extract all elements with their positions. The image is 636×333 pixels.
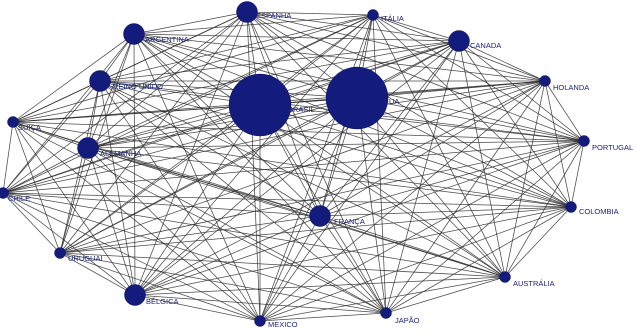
label-reino_unido: REINO UNIDO [113, 82, 164, 91]
edge-alemanha-colombia [88, 148, 571, 207]
label-argentina: ARGENTINA [145, 35, 189, 44]
edge-layer [3, 12, 584, 321]
edge-argentina-australia [134, 34, 505, 277]
label-colombia: COLOMBIA [579, 207, 619, 216]
label-franca: FRANÇA [334, 217, 365, 226]
edge-chile-franca [3, 193, 320, 216]
edge-canada-franca [320, 41, 459, 216]
node-portugal [579, 136, 590, 147]
edge-chile-belgica [3, 193, 135, 295]
edge-espanha-argentina [134, 12, 247, 34]
label-alemanha: ALEMANHA [100, 149, 142, 158]
edge-canada-uruguai [60, 41, 459, 253]
edge-holanda-alemanha [88, 81, 545, 148]
label-mexico: MEXICO [268, 320, 298, 329]
edge-alemanha-mexico [88, 148, 260, 321]
label-belgica: BÉLGICA [146, 297, 179, 306]
edge-portugal-franca [320, 141, 584, 216]
node-uruguai [55, 248, 66, 259]
label-uruguai: URUGUAI [68, 254, 103, 263]
label-chile: CHILE [8, 194, 31, 203]
edge-brasil-belgica [135, 105, 260, 295]
edge-reino_unido-suica [13, 81, 100, 122]
node-italia [368, 10, 379, 21]
node-reino_unido [90, 71, 111, 92]
node-brasil [229, 74, 291, 136]
edge-italia-japao [373, 15, 386, 313]
node-belgica [125, 285, 146, 306]
node-franca [310, 206, 331, 227]
label-suica: SUIÇA [18, 123, 41, 132]
node-holanda [540, 76, 551, 87]
edge-colombia-australia [505, 207, 571, 277]
node-argentina [124, 24, 145, 45]
label-eua: EUA [384, 97, 400, 106]
edge-chile-colombia [3, 193, 571, 207]
label-espanha: ESPANHA [256, 11, 292, 20]
edge-portugal-mexico [260, 141, 584, 321]
label-layer [8, 11, 633, 329]
label-holanda: HOLANDA [553, 83, 590, 92]
label-canada: CANADA [470, 41, 502, 50]
edge-eua-australia [357, 98, 505, 277]
edge-argentina-belgica [134, 34, 135, 295]
node-suica [8, 117, 19, 128]
node-alemanha [78, 138, 99, 159]
edge-franca-belgica [135, 216, 320, 295]
node-colombia [566, 202, 577, 213]
node-mexico [255, 316, 266, 327]
edge-franca-japao [320, 216, 386, 313]
edge-uruguai-mexico [60, 253, 260, 321]
label-brasil: BRASIL [288, 105, 315, 114]
label-australia: AUSTRÁLIA [513, 279, 555, 288]
edge-franca-mexico [260, 216, 320, 321]
label-japao: JAPÃO [395, 316, 420, 325]
node-espanha [237, 2, 258, 23]
node-australia [500, 272, 511, 283]
label-italia: ITÁLIA [381, 14, 404, 23]
edge-colombia-japao [386, 207, 571, 313]
node-eua [326, 67, 388, 129]
node-japao [381, 308, 392, 319]
label-portugal: PORTUGAL [592, 143, 634, 152]
node-canada [449, 31, 470, 52]
edge-franca-uruguai [60, 216, 320, 253]
